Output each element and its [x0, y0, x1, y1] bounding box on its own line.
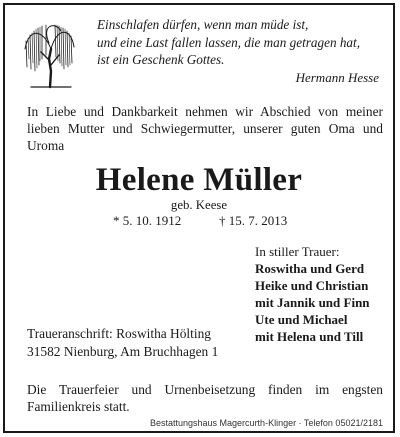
poem-line: Einschlafen dürfen, wenn man müde ist,: [97, 17, 309, 32]
poem-quote: [97, 16, 387, 69]
mourner-name: Ute und Michael: [255, 312, 348, 327]
address-line: 31582 Nienburg, Am Bruchhagen 1: [27, 343, 219, 359]
mourner-name: mit Jannik und Finn: [255, 295, 370, 310]
mourner-name: Roswitha und Gerd: [255, 261, 365, 276]
poem-author: Hermann Hesse: [295, 70, 379, 85]
mourner-name: Heike und Christian: [255, 278, 369, 293]
mourner-name: mit Helena und Till: [255, 329, 364, 344]
poem-line: ist ein Geschenk Gottes.: [97, 52, 225, 67]
mourners-heading: In stiller Trauer:: [255, 244, 340, 259]
obituary-notice: [3, 3, 395, 433]
mourning-address: [27, 325, 218, 360]
address-line: Traueranschrift: Roswitha Hölting: [27, 326, 211, 341]
deceased-name: Helene Müller: [95, 162, 303, 198]
funeral-home-footer: Bestattungshaus Magercurth-Klinger · Telefon 05021/2181: [150, 418, 383, 428]
ceremony-note: Die Trauerfeier und Urnenbeisetzung finden im engsten Familienkreis statt.: [27, 382, 383, 414]
birth-date: * 5. 10. 1912: [113, 213, 182, 228]
mourners-block: [255, 243, 395, 345]
intro-text: In Liebe und Dankbarkeit nehmen wir Abschied von meiner lieben Mutter und Schwiegermutter, unserer guten Oma und Uroma: [27, 104, 383, 153]
birth-name: geb. Keese: [170, 198, 228, 212]
poem-line: und eine Last fallen lassen, die man getragen hat,: [97, 34, 360, 50]
weeping-willow-icon: [21, 19, 77, 89]
death-date: † 15. 7. 2013: [219, 213, 288, 228]
